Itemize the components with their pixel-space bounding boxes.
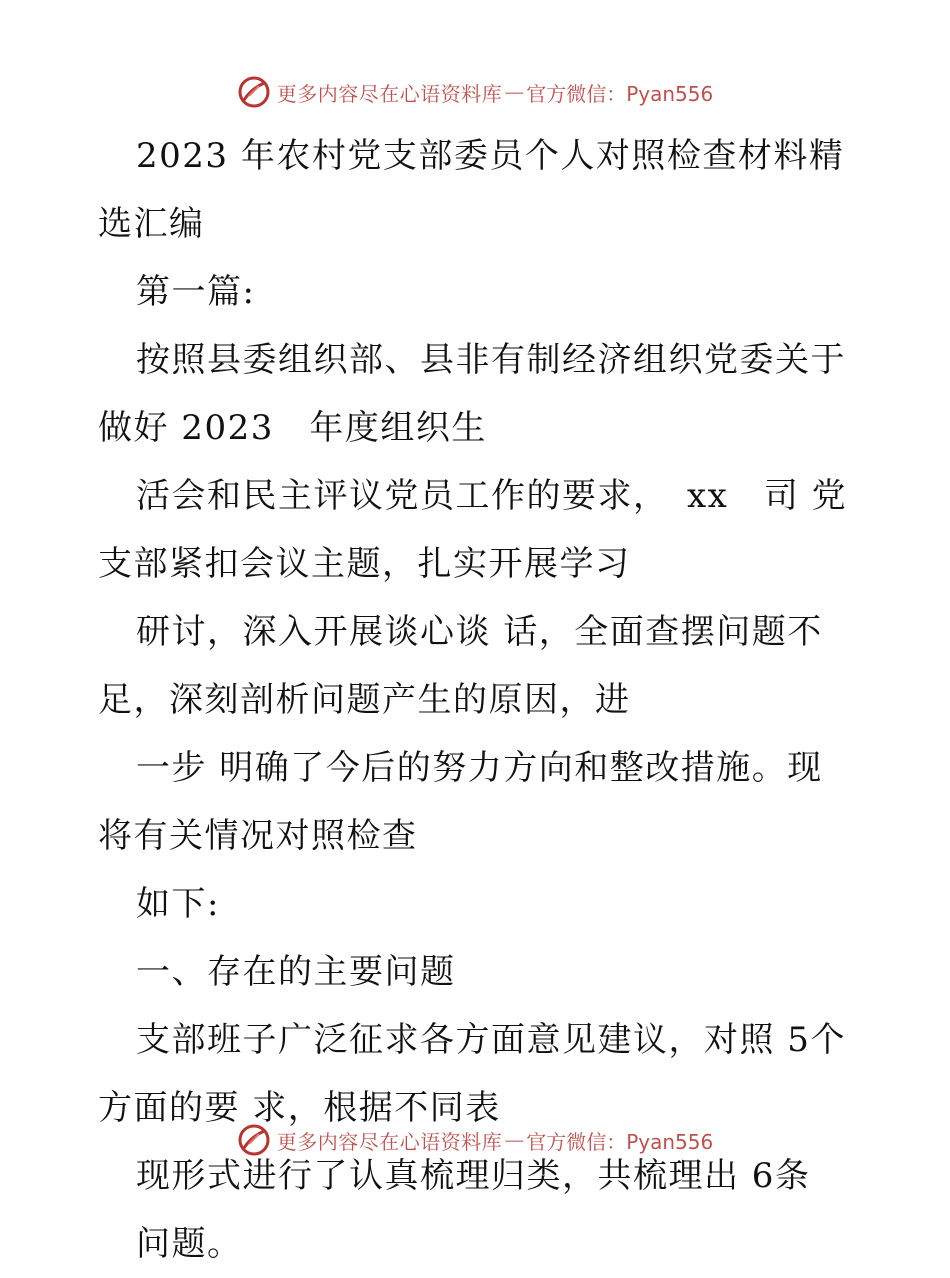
banner-wechat: 官方微信：Pyan556 bbox=[526, 81, 714, 106]
header-watermark-banner bbox=[0, 72, 950, 112]
section-heading: 一、存在的主要问题 bbox=[136, 952, 456, 992]
banner-text: 更多内容尽在心语资料库 bbox=[276, 1129, 503, 1154]
footer-watermark-banner bbox=[0, 1120, 950, 1160]
pen-logo-icon bbox=[237, 75, 271, 109]
banner-dash: — bbox=[504, 80, 525, 104]
banner-dash: — bbox=[504, 1128, 525, 1152]
document-body bbox=[98, 122, 858, 1278]
pen-logo-icon bbox=[237, 1123, 271, 1157]
body-paragraph: 支部班子广泛征求各方面意见建议，对照 5个方面的要 求，根据不同表 bbox=[98, 1020, 846, 1128]
body-paragraph: 按照县委组织部、县非有制经济组织党委关于做好 2023 年度组织生 bbox=[98, 340, 846, 448]
body-paragraph: 现形式进行了认真梳理归类，共梳理出 6条 bbox=[136, 1156, 811, 1196]
body-paragraph: 活会和民主评议党员工作的要求， xx 司 党支部紧扣会议主题，扎实开展学习 bbox=[98, 476, 848, 584]
banner-wechat: 官方微信：Pyan556 bbox=[526, 1129, 714, 1154]
document-title: 2023 年农村党支部委员个人对照检查材料精选汇编 bbox=[98, 136, 845, 244]
body-paragraph: 研讨，深入开展谈心谈 话，全面查摆问题不足，深刻剖析问题产生的原因，进 bbox=[98, 612, 823, 720]
body-paragraph: 如下: bbox=[136, 884, 220, 924]
banner-text: 更多内容尽在心语资料库 bbox=[276, 81, 503, 106]
body-paragraph: 问题。 bbox=[136, 1224, 243, 1264]
section-label: 第一篇: bbox=[136, 272, 256, 312]
body-paragraph: 一步 明确了今后的努力方向和整改措施。现将有关情况对照检查 bbox=[98, 748, 823, 856]
